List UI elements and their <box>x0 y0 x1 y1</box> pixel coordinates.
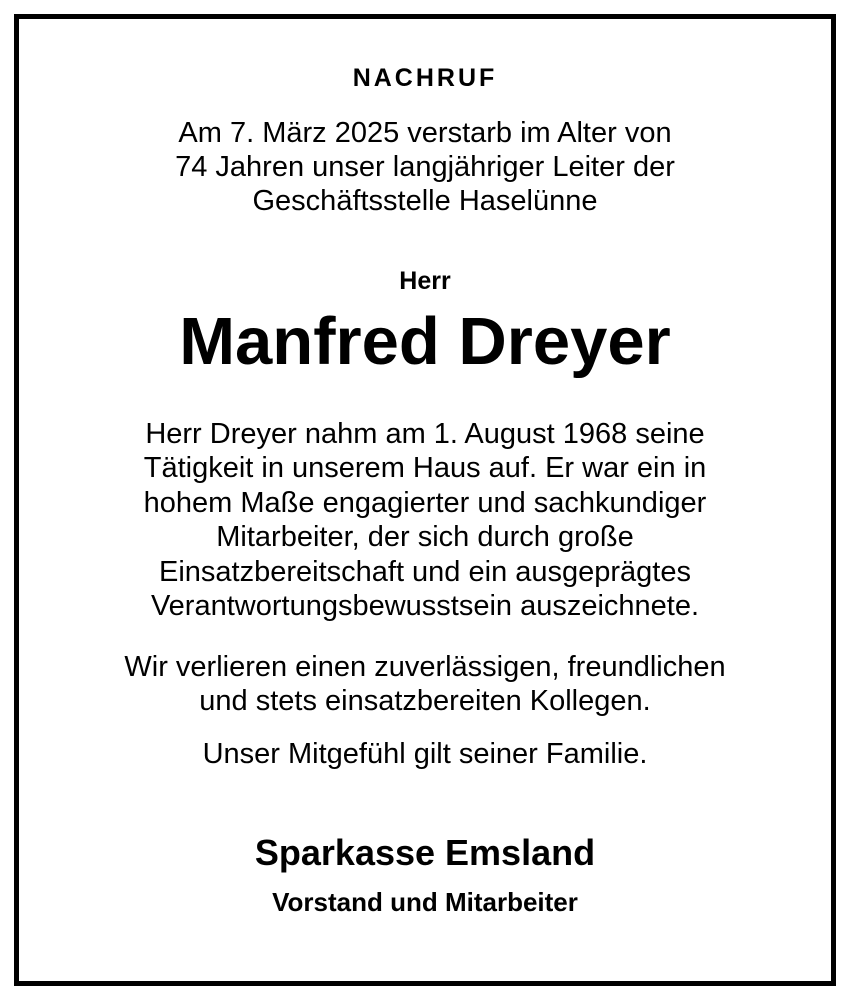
tribute-line: Verantwortungsbewusstsein auszeichnete. <box>150 590 700 623</box>
organization-name: Sparkasse Emsland <box>254 832 596 873</box>
tribute-line: Einsatzbereitschaft und ein ausgeprägtes <box>158 555 691 588</box>
department-name: Vorstand und Mitarbeiter <box>272 887 578 917</box>
tribute-line: Herr Dreyer nahm am 1. August 1968 seine <box>145 418 705 450</box>
salutation: Herr <box>399 267 451 295</box>
deceased-name: Manfred Dreyer <box>179 304 671 379</box>
intro-line: 74 Jahren unser langjähriger Leiter der <box>175 151 675 183</box>
notice-heading: NACHRUF <box>352 64 498 92</box>
tribute-line: hohem Maße engagierter und sachkundiger <box>143 486 707 519</box>
tribute-line: Mitarbeiter, der sich durch große <box>216 521 634 554</box>
tribute-line: Tätigkeit in unserem Haus auf. Er war ein in <box>143 452 707 485</box>
condolence-text: Unser Mitgefühl gilt seiner Familie. <box>202 738 648 770</box>
colleague-paragraph <box>19 650 831 718</box>
colleague-line: Wir verlieren einen zuverlässigen, freundlichen <box>124 651 726 683</box>
colleague-line: und stets einsatzbereiten Kollegen. <box>199 685 651 717</box>
intro-line: Geschäftsstelle Haselünne <box>252 185 598 217</box>
intro-text <box>19 116 831 218</box>
tribute-paragraph <box>19 417 831 623</box>
obituary-notice <box>14 14 836 986</box>
intro-line: Am 7. März 2025 verstarb im Alter von <box>178 117 672 149</box>
